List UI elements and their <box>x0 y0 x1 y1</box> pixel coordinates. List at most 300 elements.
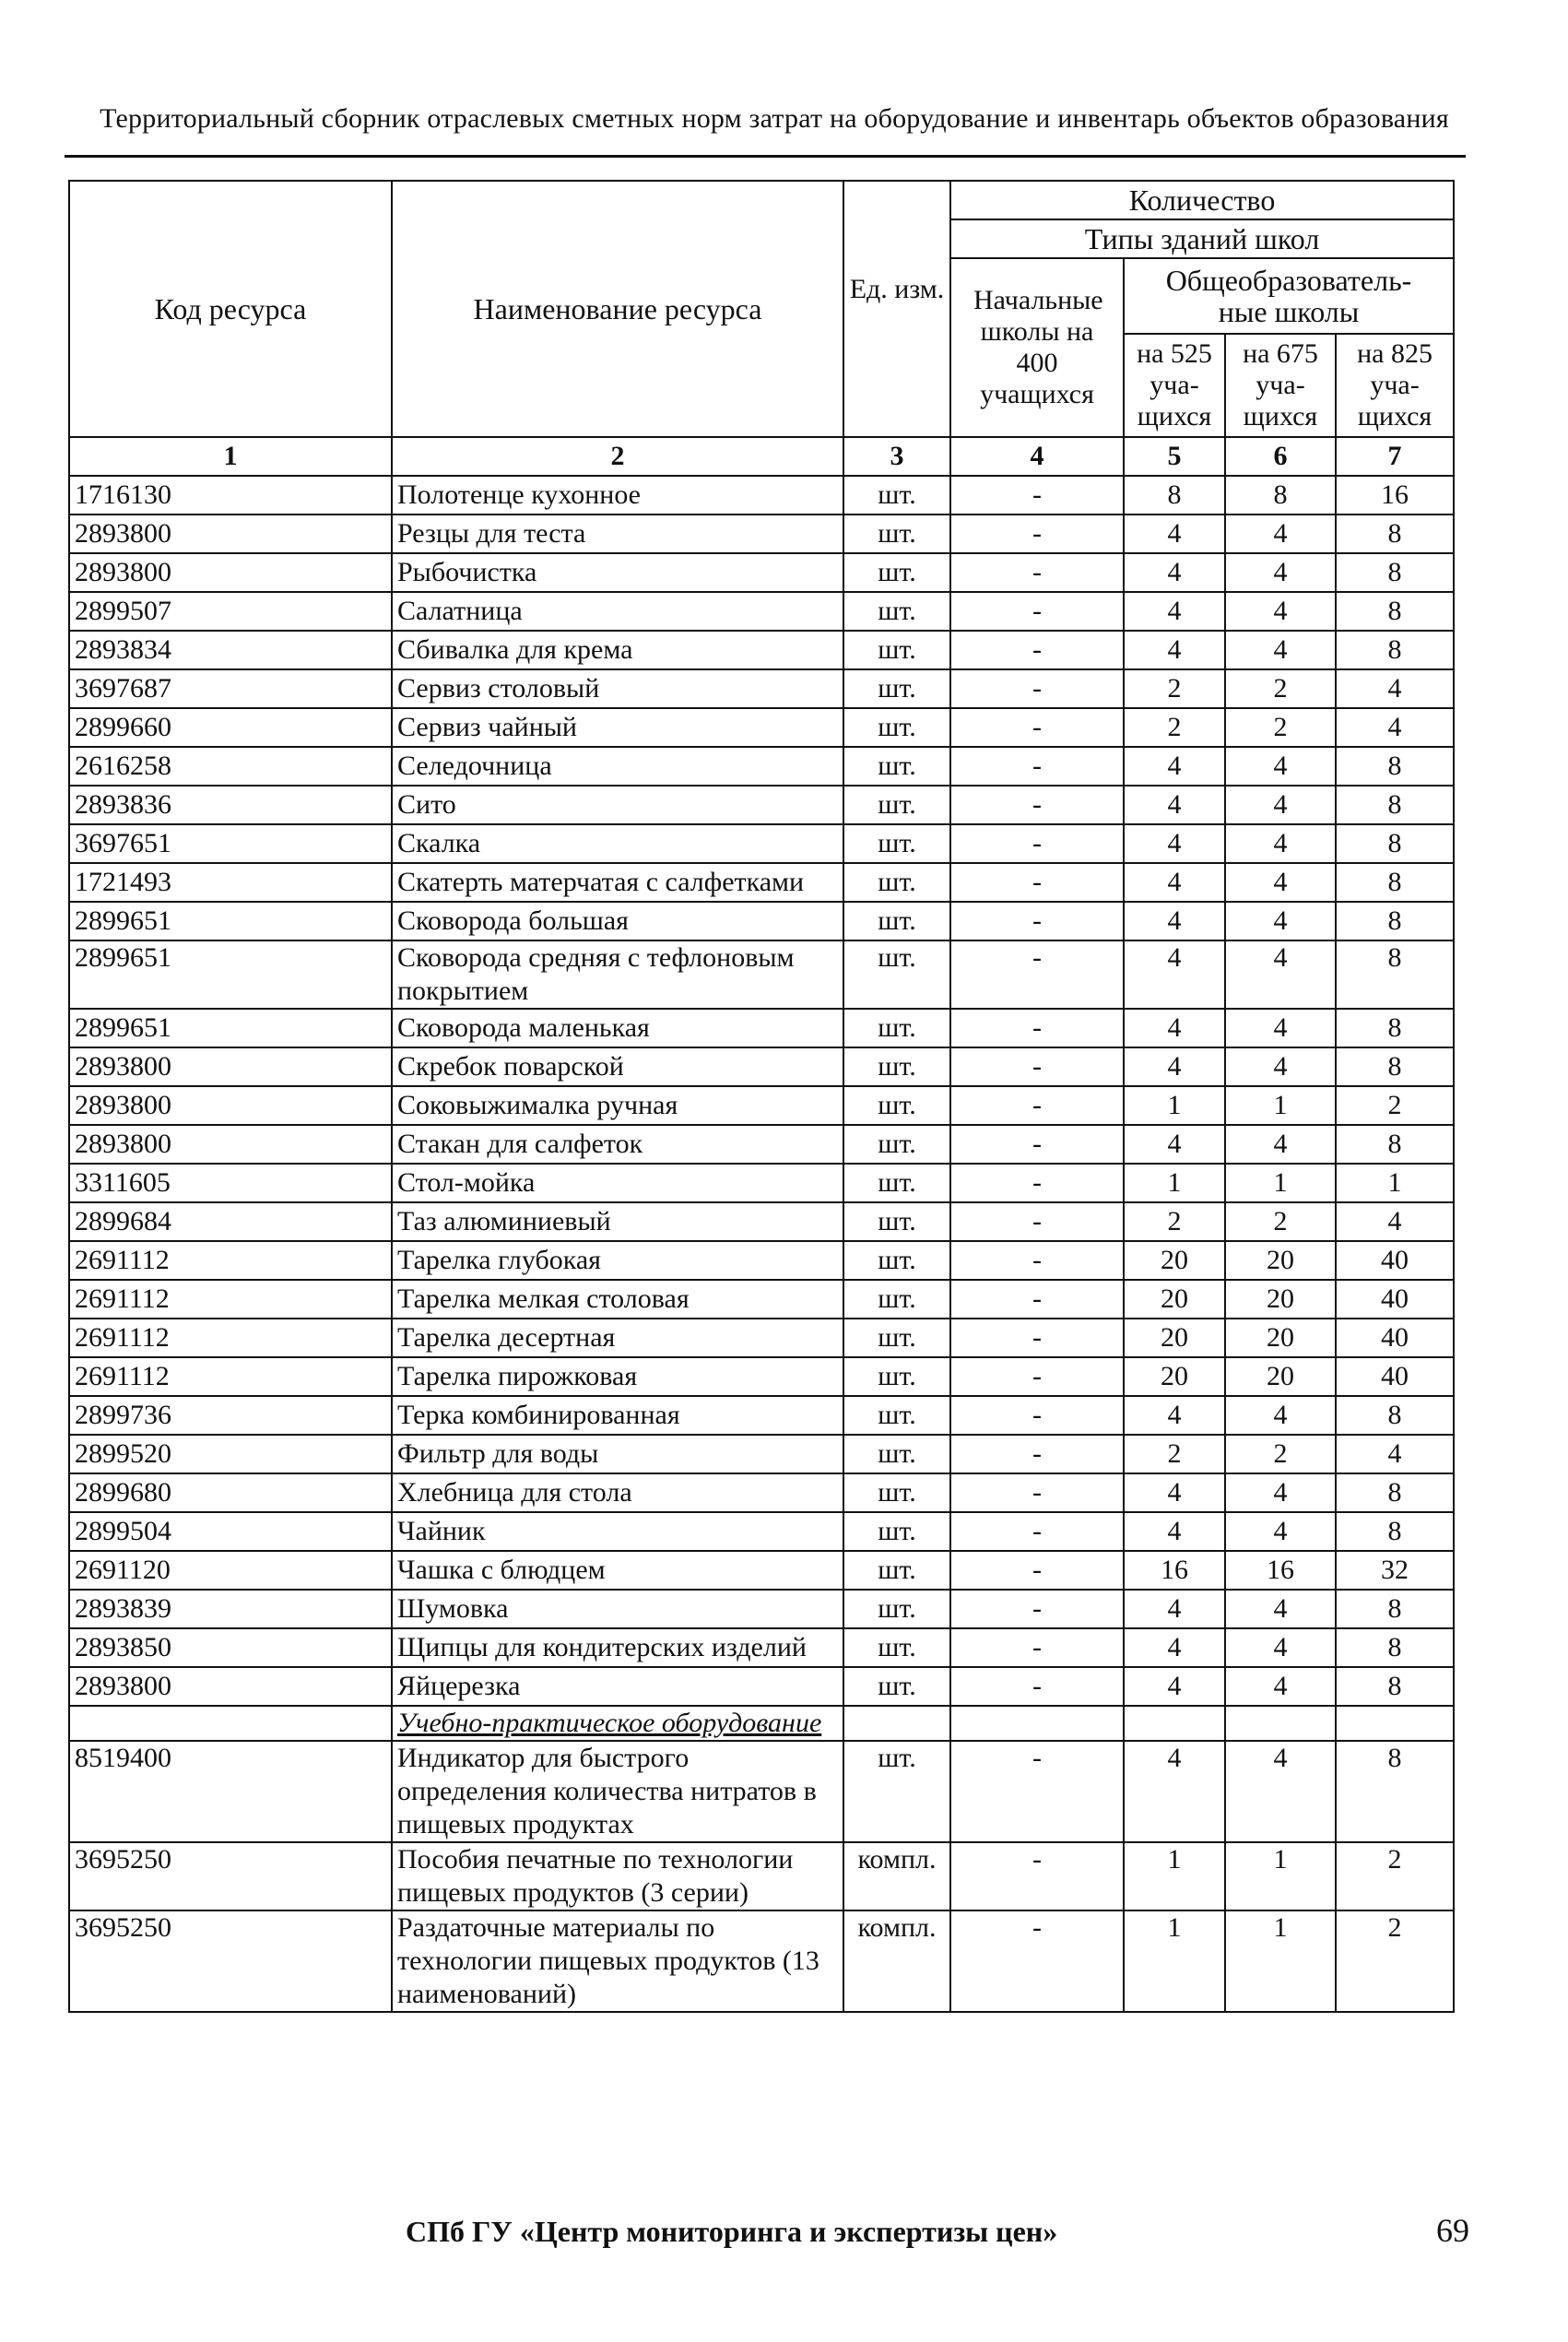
qty-825: 8 <box>1336 863 1454 902</box>
unit: шт. <box>843 1628 950 1667</box>
resource-code: 2893800 <box>69 1667 392 1706</box>
qty-825: 8 <box>1336 515 1454 553</box>
qty-525: 4 <box>1124 1396 1225 1435</box>
resource-code: 3697687 <box>69 669 392 708</box>
qty-525: 4 <box>1124 940 1225 1009</box>
resource-name: Фильтр для воды <box>392 1435 843 1473</box>
resource-name: Стол-мойка <box>392 1164 843 1202</box>
qty-525: 20 <box>1124 1241 1225 1280</box>
resource-code: 3311605 <box>69 1164 392 1202</box>
qty-525: 1 <box>1124 1164 1225 1202</box>
unit: шт. <box>843 1125 950 1164</box>
resource-name: Салатница <box>392 592 843 631</box>
qty-675: 20 <box>1225 1280 1336 1319</box>
unit: шт. <box>843 786 950 824</box>
resource-name: Резцы для теста <box>392 515 843 553</box>
qty-525: 2 <box>1124 708 1225 747</box>
qty-525: 4 <box>1124 1667 1225 1706</box>
qty-525: 4 <box>1124 1473 1225 1512</box>
resource-code: 2899520 <box>69 1435 392 1473</box>
table-row <box>69 631 1454 669</box>
unit: шт. <box>843 1047 950 1086</box>
table-row <box>69 1628 1454 1667</box>
resource-name: Щипцы для кондитерских изделий <box>392 1628 843 1667</box>
unit: шт. <box>843 1086 950 1125</box>
table-row <box>69 553 1454 592</box>
unit: шт. <box>843 592 950 631</box>
resource-name: Шумовка <box>392 1590 843 1628</box>
table-row <box>69 1125 1454 1164</box>
footer-org: СПб ГУ «Центр мониторинга и экспертизы цен» <box>406 2215 1058 2248</box>
qty-525: 4 <box>1124 902 1225 940</box>
qty-525: 2 <box>1124 1435 1225 1473</box>
table-row <box>69 1319 1454 1357</box>
qty-825: 8 <box>1336 592 1454 631</box>
table-row <box>69 1164 1454 1202</box>
qty-525: 2 <box>1124 1202 1225 1241</box>
qty-525: 4 <box>1124 1512 1225 1551</box>
qty-825: 4 <box>1336 669 1454 708</box>
resource-code: 2691112 <box>69 1241 392 1280</box>
qty-825: 16 <box>1336 476 1454 515</box>
resource-name: Тарелка пирожковая <box>392 1357 843 1396</box>
qty-400: - <box>950 940 1124 1009</box>
qty-675: 4 <box>1225 515 1336 553</box>
resource-name: Таз алюминиевый <box>392 1202 843 1241</box>
general-school-header: Общеобразователь-ные школы <box>1124 258 1454 334</box>
qty-675: 20 <box>1225 1241 1336 1280</box>
resource-name: Раздаточные материалы по технологии пищевых продуктов (13 наименований) <box>392 1910 843 2012</box>
unit: шт. <box>843 1396 950 1435</box>
qty-400: - <box>950 1280 1124 1319</box>
qty-400: - <box>950 1741 1124 1842</box>
qty-675: 4 <box>1225 1628 1336 1667</box>
section-empty-cell <box>1124 1706 1225 1741</box>
col-number: 4 <box>950 437 1124 476</box>
unit: шт. <box>843 940 950 1009</box>
qty-675: 4 <box>1225 1009 1336 1047</box>
unit: шт. <box>843 1741 950 1842</box>
qty-400: - <box>950 1512 1124 1551</box>
qty-675: 4 <box>1225 902 1336 940</box>
resource-name: Рыбочистка <box>392 553 843 592</box>
qty-400: - <box>950 1125 1124 1164</box>
qty-825: 40 <box>1336 1280 1454 1319</box>
qty-675: 1 <box>1225 1164 1336 1202</box>
unit: шт. <box>843 863 950 902</box>
resource-code: 2899504 <box>69 1512 392 1551</box>
qty-400: - <box>950 1202 1124 1241</box>
col-number: 5 <box>1124 437 1225 476</box>
unit: шт. <box>843 824 950 863</box>
qty-400: - <box>950 1910 1124 2012</box>
qty-825: 8 <box>1336 747 1454 786</box>
qty-400: - <box>950 1667 1124 1706</box>
section-empty-cell <box>843 1706 950 1741</box>
resource-code: 2893834 <box>69 631 392 669</box>
qty-400: - <box>950 1047 1124 1086</box>
qty-400: - <box>950 708 1124 747</box>
qty-675: 4 <box>1225 1396 1336 1435</box>
table-row <box>69 1280 1454 1319</box>
table-row <box>69 592 1454 631</box>
qty-400: - <box>950 592 1124 631</box>
resource-name: Терка комбинированная <box>392 1396 843 1435</box>
unit: шт. <box>843 1319 950 1357</box>
table-row <box>69 940 1454 1009</box>
main-rows <box>69 476 1454 1706</box>
unit: шт. <box>843 553 950 592</box>
table-row <box>69 1512 1454 1551</box>
resource-code: 2899684 <box>69 1202 392 1241</box>
qty-675: 2 <box>1225 1435 1336 1473</box>
qty-525: 4 <box>1124 1047 1225 1086</box>
unit: шт. <box>843 1551 950 1590</box>
table-row <box>69 1667 1454 1706</box>
col-675-header: на 675 уча-щихся <box>1225 334 1336 437</box>
running-head: Территориальный сборник отраслевых сметных норм затрат на оборудование и инвентарь объектов образования <box>100 103 1449 134</box>
qty-400: - <box>950 1551 1124 1590</box>
qty-825: 8 <box>1336 1009 1454 1047</box>
qty-400: - <box>950 1241 1124 1280</box>
qty-675: 8 <box>1225 476 1336 515</box>
unit: шт. <box>843 1164 950 1202</box>
section-block <box>69 1706 1454 1741</box>
page-number: 69 <box>1436 2212 1469 2249</box>
qty-525: 4 <box>1124 1590 1225 1628</box>
unit: шт. <box>843 631 950 669</box>
qty-825: 8 <box>1336 1396 1454 1435</box>
qty-825: 8 <box>1336 1667 1454 1706</box>
qty-825: 4 <box>1336 708 1454 747</box>
table-row <box>69 786 1454 824</box>
table-row <box>69 1086 1454 1125</box>
unit: шт. <box>843 708 950 747</box>
qty-675: 16 <box>1225 1551 1336 1590</box>
qty-400: - <box>950 1396 1124 1435</box>
resource-code: 3695250 <box>69 1842 392 1910</box>
resource-code: 2899651 <box>69 1009 392 1047</box>
resource-name: Сковорода средняя с тефлоновым покрытием <box>392 940 843 1009</box>
qty-400: - <box>950 824 1124 863</box>
unit: шт. <box>843 1435 950 1473</box>
qty-825: 4 <box>1336 1435 1454 1473</box>
resource-name: Скалка <box>392 824 843 863</box>
qty-825: 2 <box>1336 1842 1454 1910</box>
qty-400: - <box>950 631 1124 669</box>
resource-table <box>68 180 1455 2013</box>
resource-code: 2899651 <box>69 940 392 1009</box>
qty-675: 4 <box>1225 824 1336 863</box>
qty-400: - <box>950 863 1124 902</box>
col-number: 6 <box>1225 437 1336 476</box>
qty-400: - <box>950 1086 1124 1125</box>
qty-400: - <box>950 476 1124 515</box>
unit: компл. <box>843 1910 950 2012</box>
resource-name: Сбивалка для крема <box>392 631 843 669</box>
resource-name: Чайник <box>392 1512 843 1551</box>
unit: шт. <box>843 1667 950 1706</box>
qty-675: 4 <box>1225 1047 1336 1086</box>
qty-525: 4 <box>1124 1628 1225 1667</box>
resource-code: 2691112 <box>69 1357 392 1396</box>
column-number-row <box>69 437 1454 476</box>
quantity-header: Количество <box>950 181 1454 219</box>
unit: компл. <box>843 1842 950 1910</box>
qty-825: 40 <box>1336 1357 1454 1396</box>
unit: шт. <box>843 902 950 940</box>
resource-code: 1716130 <box>69 476 392 515</box>
table-row <box>69 1741 1454 1842</box>
resource-code: 2893836 <box>69 786 392 824</box>
resource-name: Полотенце кухонное <box>392 476 843 515</box>
qty-525: 4 <box>1124 1741 1225 1842</box>
qty-825: 40 <box>1336 1319 1454 1357</box>
col-number: 1 <box>69 437 392 476</box>
qty-400: - <box>950 1590 1124 1628</box>
qty-675: 20 <box>1225 1357 1336 1396</box>
qty-525: 4 <box>1124 515 1225 553</box>
qty-400: - <box>950 1357 1124 1396</box>
qty-525: 20 <box>1124 1280 1225 1319</box>
qty-825: 8 <box>1336 902 1454 940</box>
unit: шт. <box>843 515 950 553</box>
qty-400: - <box>950 747 1124 786</box>
qty-525: 16 <box>1124 1551 1225 1590</box>
qty-675: 4 <box>1225 1125 1336 1164</box>
resource-name: Яйцерезка <box>392 1667 843 1706</box>
unit: шт. <box>843 1241 950 1280</box>
resource-code: 2893800 <box>69 515 392 553</box>
col-number: 7 <box>1336 437 1454 476</box>
qty-675: 1 <box>1225 1842 1336 1910</box>
qty-525: 4 <box>1124 1125 1225 1164</box>
resource-code: 2899736 <box>69 1396 392 1435</box>
qty-525: 4 <box>1124 786 1225 824</box>
qty-825: 8 <box>1336 1512 1454 1551</box>
qty-675: 4 <box>1225 1512 1336 1551</box>
qty-525: 4 <box>1124 553 1225 592</box>
qty-675: 4 <box>1225 1473 1336 1512</box>
qty-825: 8 <box>1336 631 1454 669</box>
unit: шт. <box>843 476 950 515</box>
table-row <box>69 1241 1454 1280</box>
col-825-header: на 825 уча-щихся <box>1336 334 1454 437</box>
qty-400: - <box>950 902 1124 940</box>
resource-code: 2893800 <box>69 553 392 592</box>
qty-675: 20 <box>1225 1319 1336 1357</box>
building-types-header: Типы зданий школ <box>950 219 1454 258</box>
qty-525: 4 <box>1124 631 1225 669</box>
resource-name: Сковорода маленькая <box>392 1009 843 1047</box>
qty-525: 1 <box>1124 1842 1225 1910</box>
resource-code: 3697651 <box>69 824 392 863</box>
qty-825: 8 <box>1336 1628 1454 1667</box>
section-title: Учебно-практическое оборудование <box>392 1706 843 1741</box>
qty-400: - <box>950 1628 1124 1667</box>
qty-675: 4 <box>1225 592 1336 631</box>
col-name-header: Наименование ресурса <box>392 181 843 437</box>
qty-825: 8 <box>1336 1125 1454 1164</box>
resource-name: Скребок поварской <box>392 1047 843 1086</box>
table-row <box>69 1842 1454 1910</box>
resource-code: 2893800 <box>69 1086 392 1125</box>
qty-400: - <box>950 553 1124 592</box>
qty-825: 8 <box>1336 824 1454 863</box>
qty-675: 4 <box>1225 1667 1336 1706</box>
table-row <box>69 1910 1454 2012</box>
qty-825: 40 <box>1336 1241 1454 1280</box>
qty-675: 4 <box>1225 1741 1336 1842</box>
qty-675: 2 <box>1225 1202 1336 1241</box>
resource-name: Тарелка десертная <box>392 1319 843 1357</box>
qty-675: 4 <box>1225 553 1336 592</box>
table-row <box>69 1009 1454 1047</box>
resource-name: Сито <box>392 786 843 824</box>
resource-code: 2893800 <box>69 1125 392 1164</box>
qty-675: 2 <box>1225 708 1336 747</box>
table-row <box>69 747 1454 786</box>
table-row <box>69 1396 1454 1435</box>
resource-name: Чашка с блюдцем <box>392 1551 843 1590</box>
qty-525: 8 <box>1124 476 1225 515</box>
qty-825: 2 <box>1336 1910 1454 2012</box>
resource-name: Тарелка мелкая столовая <box>392 1280 843 1319</box>
resource-code: 2616258 <box>69 747 392 786</box>
resource-name: Стакан для салфеток <box>392 1125 843 1164</box>
qty-400: - <box>950 1473 1124 1512</box>
resource-code: 2899660 <box>69 708 392 747</box>
resource-code: 1721493 <box>69 863 392 902</box>
qty-525: 20 <box>1124 1319 1225 1357</box>
qty-825: 8 <box>1336 786 1454 824</box>
qty-675: 4 <box>1225 863 1336 902</box>
section-rows <box>69 1741 1454 2012</box>
resource-name: Пособия печатные по технологии пищевых продуктов (3 серии) <box>392 1842 843 1910</box>
unit: шт. <box>843 1590 950 1628</box>
qty-525: 4 <box>1124 747 1225 786</box>
unit: шт. <box>843 1473 950 1512</box>
qty-400: - <box>950 1164 1124 1202</box>
qty-400: - <box>950 1009 1124 1047</box>
unit: шт. <box>843 1280 950 1319</box>
qty-400: - <box>950 515 1124 553</box>
qty-525: 20 <box>1124 1357 1225 1396</box>
resource-name: Индикатор для быстрого определения количества нитратов в пищевых продуктах <box>392 1741 843 1842</box>
resource-code: 2691120 <box>69 1551 392 1590</box>
section-empty-cell <box>1336 1706 1454 1741</box>
qty-825: 8 <box>1336 1047 1454 1086</box>
qty-400: - <box>950 1435 1124 1473</box>
resource-code: 2899651 <box>69 902 392 940</box>
unit: шт. <box>843 1357 950 1396</box>
table-row <box>69 515 1454 553</box>
table-row <box>69 863 1454 902</box>
qty-525: 1 <box>1124 1086 1225 1125</box>
table-row <box>69 1435 1454 1473</box>
resource-name: Селедочница <box>392 747 843 786</box>
section-row <box>69 1706 1454 1741</box>
resource-code: 2893850 <box>69 1628 392 1667</box>
table-row <box>69 708 1454 747</box>
qty-825: 4 <box>1336 1202 1454 1241</box>
col-unit-header: Ед. изм. <box>843 181 950 437</box>
qty-400: - <box>950 1842 1124 1910</box>
qty-825: 32 <box>1336 1551 1454 1590</box>
resource-name: Скатерть матерчатая с салфетками <box>392 863 843 902</box>
unit: шт. <box>843 669 950 708</box>
section-code-cell <box>69 1706 392 1741</box>
qty-400: - <box>950 1319 1124 1357</box>
table-row <box>69 1590 1454 1628</box>
resource-code: 2899680 <box>69 1473 392 1512</box>
primary-school-header: Начальные школы на 400 учащихся <box>950 258 1124 437</box>
unit: шт. <box>843 747 950 786</box>
qty-525: 4 <box>1124 863 1225 902</box>
header-rule <box>65 155 1466 158</box>
qty-400: - <box>950 669 1124 708</box>
unit: шт. <box>843 1009 950 1047</box>
resource-code: 2893839 <box>69 1590 392 1628</box>
qty-825: 1 <box>1336 1164 1454 1202</box>
qty-525: 4 <box>1124 824 1225 863</box>
section-empty-cell <box>950 1706 1124 1741</box>
qty-825: 8 <box>1336 940 1454 1009</box>
qty-825: 2 <box>1336 1086 1454 1125</box>
table-row <box>69 902 1454 940</box>
qty-675: 4 <box>1225 786 1336 824</box>
qty-825: 8 <box>1336 1741 1454 1842</box>
qty-400: - <box>950 786 1124 824</box>
table-row <box>69 1047 1454 1086</box>
col-number: 3 <box>843 437 950 476</box>
table-row <box>69 1202 1454 1241</box>
table-row <box>69 669 1454 708</box>
table-row <box>69 1357 1454 1396</box>
qty-825: 8 <box>1336 553 1454 592</box>
resource-name: Сервиз чайный <box>392 708 843 747</box>
qty-675: 1 <box>1225 1086 1336 1125</box>
qty-675: 4 <box>1225 940 1336 1009</box>
qty-675: 4 <box>1225 747 1336 786</box>
resource-name: Сковорода большая <box>392 902 843 940</box>
qty-675: 2 <box>1225 669 1336 708</box>
resource-code: 3695250 <box>69 1910 392 2012</box>
col-code-header: Код ресурса <box>69 181 392 437</box>
qty-525: 1 <box>1124 1910 1225 2012</box>
table-row <box>69 1473 1454 1512</box>
qty-675: 4 <box>1225 1590 1336 1628</box>
table-row <box>69 476 1454 515</box>
unit: шт. <box>843 1202 950 1241</box>
resource-name: Тарелка глубокая <box>392 1241 843 1280</box>
unit: шт. <box>843 1512 950 1551</box>
resource-code: 2691112 <box>69 1319 392 1357</box>
table-row <box>69 824 1454 863</box>
qty-525: 4 <box>1124 1009 1225 1047</box>
table-row <box>69 1551 1454 1590</box>
qty-825: 8 <box>1336 1590 1454 1628</box>
section-empty-cell <box>1225 1706 1336 1741</box>
qty-525: 2 <box>1124 669 1225 708</box>
resource-code: 2691112 <box>69 1280 392 1319</box>
resource-name: Хлебница для стола <box>392 1473 843 1512</box>
resource-name: Соковыжималка ручная <box>392 1086 843 1125</box>
qty-825: 8 <box>1336 1473 1454 1512</box>
col-525-header: на 525 уча-щихся <box>1124 334 1225 437</box>
col-number: 2 <box>392 437 843 476</box>
qty-525: 4 <box>1124 592 1225 631</box>
